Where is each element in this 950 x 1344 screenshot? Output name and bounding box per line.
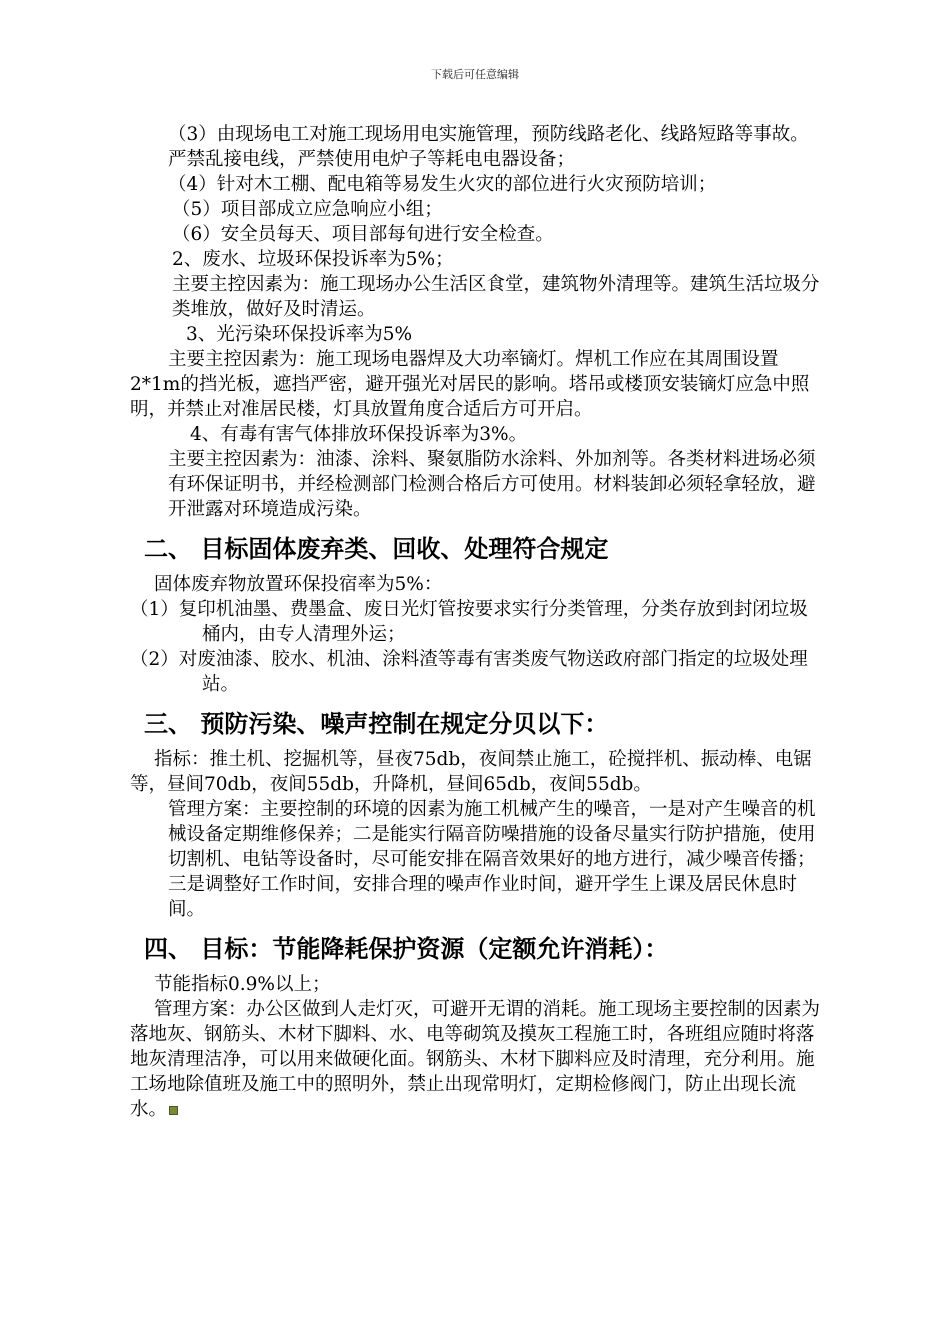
list-item: （2）对废油漆、胶水、机油、涂料渣等毒有害类废气物送政府部门指定的垃圾处理站。 [130, 649, 808, 695]
section-heading: 四、 目标：节能降耗保护资源（定额允许消耗）： [144, 935, 669, 963]
paragraph: 主要主控因素为：施工现场电器焊及大功率镝灯。焊机工作应在其周围设置2*1m的挡光板，遮挡严密，避开强光对居民的影响。塔吊或楼顶安装镝灯应急中照明，并禁止对准居民楼，灯具放置角度合适后方可开启。 [130, 349, 810, 420]
document-body [130, 122, 820, 1122]
paragraph: 指标：推土机、挖掘机等，昼夜75db，夜间禁止施工，砼搅拌机、振动棒、电锯等，昼间70db，夜间55db，升降机，昼间65db，夜间55db。 [130, 749, 812, 795]
paragraph: 3、光污染环保投诉率为5% [186, 324, 413, 345]
list-item: （1）复印机油墨、费墨盒、废日光灯管按要求实行分类管理，分类存放到封闭垃圾桶内，由专人清理外运； [130, 599, 808, 645]
paragraph-text: 管理方案：办公区做到人走灯灭，可避开无谓的消耗。施工现场主要控制的因素为落地灰、钢筋头、木材下脚料、水、电等砌筑及摸灰工程施工时，各班组应随时将落地灰清理洁净，可以用来做硬化面。钢筋头、木材下脚料应及时清理，充分利用。施工场地除值班及施工中的照明外，禁止出现常明灯，定期检修阀门，防止出现长流水。 [130, 999, 821, 1120]
paragraph: （3）由现场电工对施工现场用电实施管理，预防线路老化、线路短路等事故。严禁乱接电线，严禁使用电炉子等耗电电器设备； [168, 124, 809, 170]
paragraph: 2、废水、垃圾环保投诉率为5%； [172, 249, 454, 270]
paragraph: 主要主控因素为：施工现场办公生活区食堂，建筑物外清理等。建筑生活垃圾分类堆放，做好及时清运。 [172, 274, 820, 320]
section-heading: 二、 目标固体废弃类、回收、处理符合规定 [144, 535, 609, 563]
paragraph: 主要主控因素为：油漆、涂料、聚氨脂防水涂料、外加剂等。各类材料进场必须有环保证明书，并经检测部门检测合格后方可使用。材料装卸必须轻拿轻放，避开泄露对环境造成污染。 [168, 449, 816, 520]
anchor-icon [169, 1106, 178, 1115]
paragraph: （4）针对木工棚、配电箱等易发生火灾的部位进行火灾预防培训； [168, 174, 717, 195]
paragraph: 固体废弃物放置环保投宿率为5%： [154, 574, 443, 595]
paragraph: （5）项目部成立应急响应小组； [172, 199, 443, 220]
paragraph: 管理方案：主要控制的环境的因素为施工机械产生的噪音，一是对产生噪音的机械设备定期维修保养；二是能实行隔音防噪措施的设备尽量实行防护措施，使用切割机、电钻等设备时，尽可能安排在隔音效果好的地方进行，减少噪音传播；三是调整好工作时间，安排合理的噪声作业时间，避开学生上课及居民休息时间。 [168, 799, 816, 920]
page-header: 下载后可任意编辑 [431, 68, 519, 81]
paragraph: （6）安全员每天、项目部每旬进行安全检查。 [172, 224, 554, 245]
section-heading: 三、 预防污染、噪声控制在规定分贝以下： [144, 710, 609, 738]
paragraph: 节能指标0.9%以上； [154, 974, 331, 995]
paragraph [130, 997, 820, 1122]
paragraph: 4、有毒有害气体排放环保投诉率为3%。 [190, 424, 528, 445]
